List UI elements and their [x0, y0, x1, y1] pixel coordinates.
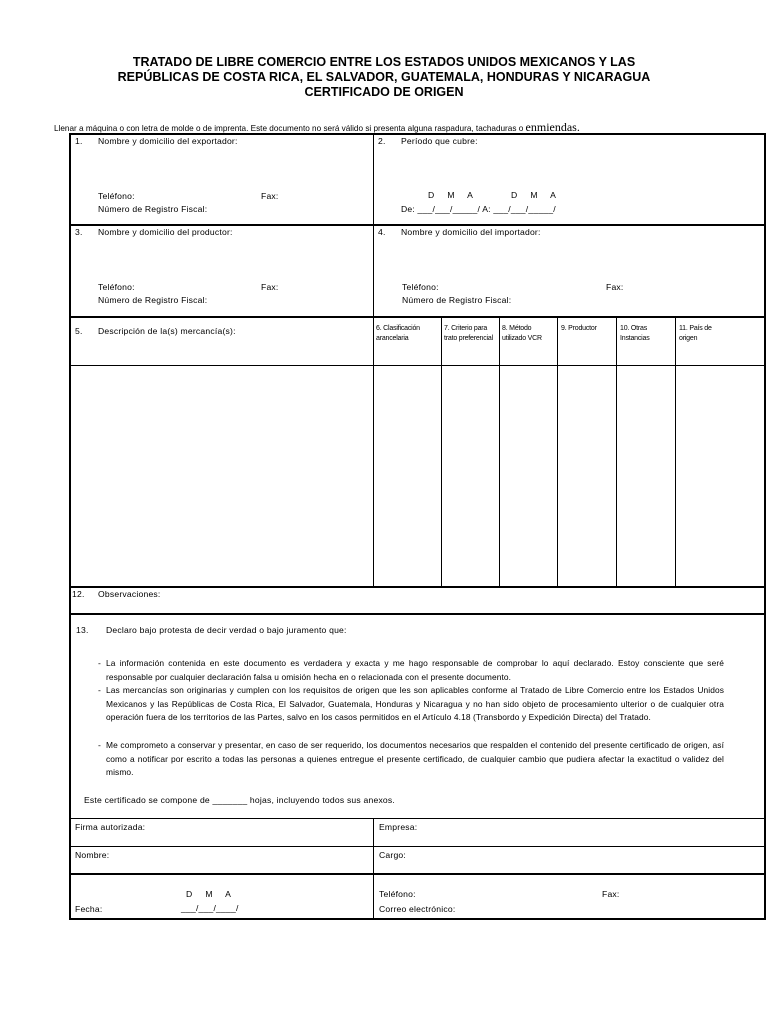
signature-correo-label: Correo electrónico:: [379, 904, 456, 914]
field13-number: 13.: [76, 625, 89, 635]
field3-phone: Teléfono:: [98, 282, 135, 292]
field4-phone: Teléfono:: [402, 282, 439, 292]
sheets-count-statement: Este certificado se compone de _______ hojas, incluyendo todos sus anexos.: [84, 795, 395, 805]
row-divider-1: [69, 224, 766, 226]
field13-label: Declaro bajo protesta de decir verdad o bajo juramento que:: [106, 625, 347, 635]
field2-dma-to: D M A: [511, 190, 557, 200]
field2-dma-from: D M A: [428, 190, 474, 200]
field1-rfc: Número de Registro Fiscal:: [98, 204, 208, 214]
row-divider-2: [69, 316, 766, 318]
field1-fax: Fax:: [261, 191, 279, 201]
field1-number: 1.: [75, 136, 83, 146]
signature-empresa-label: Empresa:: [379, 822, 418, 832]
signature-dma: D M A: [186, 889, 232, 899]
bullet-mark-1: -: [98, 658, 102, 668]
field5-label: Descripción de la(s) mercancía(s):: [98, 326, 236, 336]
col-divider-11: [675, 316, 676, 586]
row-divider-8: [69, 873, 766, 875]
title-line-3: CERTIFICADO DE ORIGEN: [304, 85, 464, 99]
bullet-mark-2: -: [98, 685, 102, 695]
row-divider-3: [69, 365, 766, 366]
field12-number: 12.: [72, 589, 85, 599]
declaration-bullet-2: Las mercancías son originarias y cumplen con los requisitos de origen que les son aplicables conforme al Tratado de Libre Comercio entre los Estados Unidos Mexicanos y las Repúblicas de Costa Rica, El Salvador, Guatemala, Honduras y Nicaragua y no han sido objeto de procesamiento ulterior o de cualquier otra operación fuera de los territorios de las Partes, salvo en los casos permitidos en el Artículo 4.18 (Transbordo y Expedición Directa) del Tratado.: [106, 685, 724, 723]
field5-number: 5.: [75, 326, 83, 336]
field3-fax: Fax:: [261, 282, 279, 292]
field3-rfc: Número de Registro Fiscal:: [98, 295, 208, 305]
col-clasificacion-arancelaria: 6. Clasificación arancelaria: [376, 325, 420, 342]
row-divider-4: [69, 586, 766, 588]
field3-number: 3.: [75, 227, 83, 237]
bullet-mark-3: -: [98, 740, 102, 750]
field2-label: Período que cubre:: [401, 136, 478, 146]
field4-number: 4.: [378, 227, 386, 237]
signature-fecha-label: Fecha:: [75, 904, 103, 914]
field12-label: Observaciones:: [98, 589, 161, 599]
col-divider-7: [441, 316, 442, 586]
field1-phone: Teléfono:: [98, 191, 135, 201]
signature-telefono-label: Teléfono:: [379, 889, 416, 899]
field2-number: 2.: [378, 136, 386, 146]
instructions-text: Llenar a máquina o con letra de molde o de imprenta. Este documento no será válido si presenta alguna raspadura, tachaduras o: [54, 124, 526, 133]
col-divider-8: [499, 316, 500, 586]
signature-firma-label: Firma autorizada:: [75, 822, 146, 832]
col-criterio-trato-preferencial: 7. Criterio para trato preferencial: [444, 325, 493, 342]
row-divider-6: [69, 818, 766, 819]
signature-nombre-label: Nombre:: [75, 850, 110, 860]
field2-range: De: ___/___/_____/ A: ___/___/_____/: [401, 204, 556, 214]
title-line-2: REPÚBLICAS DE COSTA RICA, EL SALVADOR, GUATEMALA, HONDURAS Y NICARAGUA: [117, 70, 651, 84]
col-productor: 9. Productor: [561, 325, 597, 332]
field4-label: Nombre y domicilio del importador:: [401, 227, 541, 237]
col-divider-main: [373, 133, 374, 586]
col-pais-origen: 11. País de origen: [679, 325, 712, 342]
row-divider-5: [69, 613, 766, 615]
field3-label: Nombre y domicilio del productor:: [98, 227, 233, 237]
signature-fecha-blank: ___/___/____/: [181, 903, 239, 913]
field1-label: Nombre y domicilio del exportador:: [98, 136, 238, 146]
col-divider-9: [557, 316, 558, 586]
col-divider-10: [616, 316, 617, 586]
field4-rfc: Número de Registro Fiscal:: [402, 295, 512, 305]
signature-cargo-label: Cargo:: [379, 850, 406, 860]
row-divider-7: [69, 846, 766, 847]
title-line-1: TRATADO DE LIBRE COMERCIO ENTRE LOS ESTADOS UNIDOS MEXICANOS Y LAS: [132, 55, 636, 69]
declaration-bullet-3: Me comprometo a conservar y presentar, en caso de ser requerido, los documentos necesarios que respalden el contenido del presente certificado de origen, así como a notificar por escrito a todas las personas a quienes entregue el presente certificado, de cualquier cambio que pudiera afectar la exactitud o validez del mismo.: [106, 740, 724, 778]
col-otras-instancias: 10. Otras Instancias: [620, 325, 650, 342]
declaration-bullet-1: La información contenida en este documento es verdadera y exacta y me hago responsable de comprobar lo aquí declarado. Estoy consciente que seré responsable por cualquier declaración falsa u omisión hecha en o relacionada con el presente documento.: [106, 658, 724, 682]
col-metodo-vcr: 8. Método utilizado VCR: [502, 325, 542, 342]
document-title: [60, 55, 708, 100]
field4-fax: Fax:: [606, 282, 624, 292]
col-divider-signature: [373, 818, 374, 920]
instructions-emphasis: enmiendas.: [525, 120, 580, 134]
signature-fax-label: Fax:: [602, 889, 620, 899]
